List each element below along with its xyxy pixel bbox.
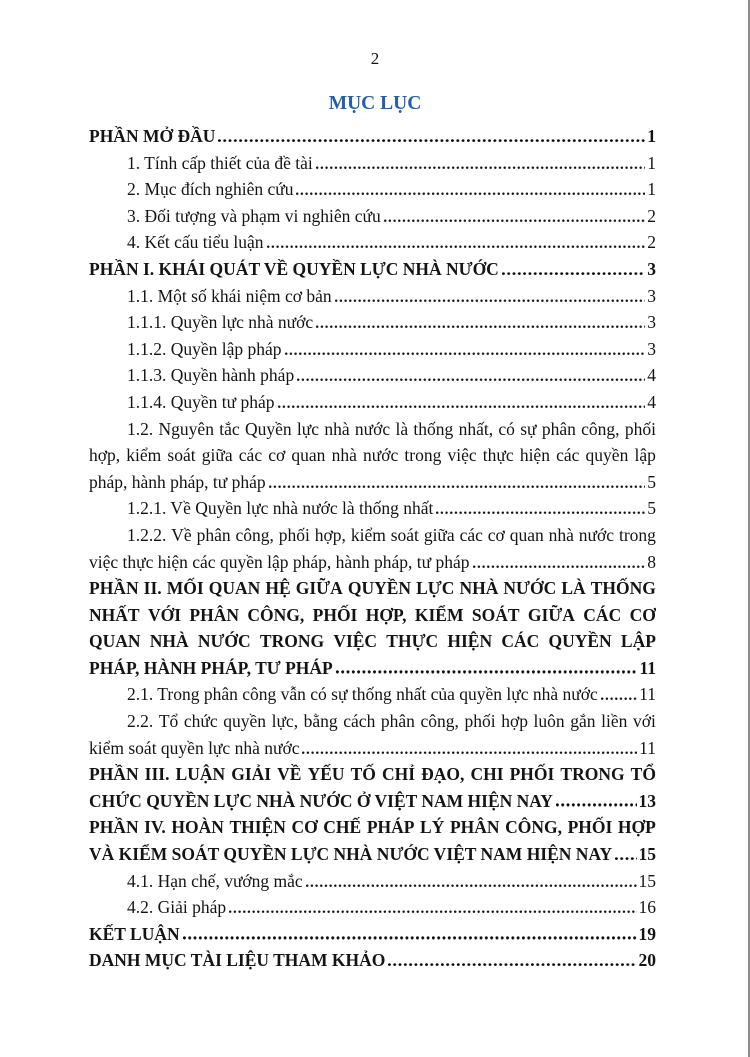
toc-entry-phan-3[interactable] [89, 761, 656, 814]
toc-entry-1-2-1[interactable] [89, 495, 656, 522]
toc-page-number: 11 [639, 737, 656, 758]
toc-page-number: 5 [647, 471, 656, 492]
toc-entry-text: 1.1.4. Quyền tư pháp [127, 391, 275, 412]
toc-entry-phan-4[interactable] [89, 814, 656, 867]
toc-line [89, 389, 656, 416]
dot-leader [601, 697, 637, 700]
toc-entry-text: 1. Tính cấp thiết của đề tài [127, 152, 313, 173]
toc-page-number: 2 [647, 205, 656, 226]
toc-entry-ket-luan[interactable] [89, 921, 656, 948]
toc-page-number: 5 [647, 498, 656, 519]
toc-entry-text: 1.1. Một số khái niệm cơ bản [127, 285, 332, 306]
toc-page-number: 16 [638, 897, 656, 918]
toc-line [89, 336, 656, 363]
toc-line [89, 735, 656, 762]
dot-leader [297, 378, 645, 381]
toc-entry-text: việc thực hiện các quyền lập pháp, hành pháp, tư pháp [89, 551, 470, 572]
toc-line [89, 203, 656, 230]
toc-entry-4[interactable] [89, 229, 656, 256]
toc-line [89, 362, 656, 389]
toc-page-number: 15 [638, 844, 656, 865]
toc-page-number: 20 [638, 950, 656, 971]
toc-entry-4-2[interactable] [89, 894, 656, 921]
toc-page-number: 3 [647, 338, 656, 359]
dot-leader [336, 670, 638, 673]
toc-line: PHẦN II. MỐI QUAN HỆ GIỮA QUYỀN LỰC NHÀ NƯỚC LÀ THỐNG [89, 578, 656, 599]
dot-leader [267, 245, 646, 248]
toc-page-number: 1 [647, 152, 656, 173]
dot-leader [316, 325, 645, 328]
dot-leader [229, 910, 636, 913]
toc-entry-text: VÀ KIỂM SOÁT QUYỀN LỰC NHÀ NƯỚC VIỆT NAM HIỆN NAY [89, 844, 613, 865]
toc-line: 2.2. Tổ chức quyền lực, bằng cách phân công, phối hợp luôn gắn liền với [127, 711, 656, 732]
toc-entry-text: kiểm soát quyền lực nhà nước [89, 737, 300, 758]
page-title: MỤC LỤC [328, 93, 422, 114]
dot-leader [502, 272, 645, 275]
toc-entry-2[interactable] [89, 176, 656, 203]
toc-line [89, 176, 656, 203]
toc-line [89, 469, 656, 496]
toc-line [89, 788, 656, 815]
toc-line [89, 681, 656, 708]
toc-entry-text: PHÁP, HÀNH PHÁP, TƯ PHÁP [89, 657, 333, 678]
dot-leader [278, 405, 646, 408]
toc-entry-text: PHẦN MỞ ĐẦU [89, 126, 216, 146]
toc-page-number: 11 [639, 657, 656, 678]
toc-line [89, 123, 656, 150]
toc-entry-1-2[interactable] [89, 416, 656, 496]
toc-line [89, 921, 656, 948]
toc-line: NHẤT VỚI PHÂN CÔNG, PHỐI HỢP, KIỂM SOÁT GIỮA CÁC CƠ [89, 604, 656, 625]
toc-line: PHẦN IV. HOÀN THIỆN CƠ CHẾ PHÁP LÝ PHÂN CÔNG, PHỐI HỢP [89, 817, 656, 838]
dot-leader [302, 751, 637, 754]
toc-line [89, 655, 656, 682]
toc-entry-text: 1.1.2. Quyền lập pháp [127, 338, 282, 359]
dot-leader [388, 963, 636, 966]
toc-page-number: 8 [647, 551, 656, 572]
dot-leader [306, 884, 637, 887]
toc-line [89, 947, 656, 974]
toc-page-number: 13 [638, 790, 656, 811]
dot-leader [473, 565, 646, 568]
toc-line [89, 868, 656, 895]
toc-page-number: 1 [647, 179, 656, 200]
toc-entry-phan-2[interactable] [89, 575, 656, 681]
dot-leader [316, 166, 645, 169]
toc-line [89, 841, 656, 868]
toc-entry-text: 4.1. Hạn chế, vướng mắc [127, 870, 303, 891]
toc-page-number: 11 [639, 684, 656, 705]
dot-leader [183, 936, 637, 939]
toc-page-number: 15 [638, 870, 656, 891]
toc-page-number: 3 [647, 258, 656, 279]
dot-leader [384, 219, 646, 222]
dot-leader [335, 299, 646, 302]
toc-entry-text: 4. Kết cấu tiểu luận [127, 232, 264, 253]
toc-entry-text: pháp, hành pháp, tư pháp [89, 471, 266, 492]
toc-entry-4-1[interactable] [89, 868, 656, 895]
toc-page-number: 1 [647, 126, 656, 146]
toc-entry-text: 3. Đối tượng và phạm vi nghiên cứu [127, 205, 381, 226]
toc-line [89, 229, 656, 256]
toc-entry-1-1-1[interactable] [89, 309, 656, 336]
toc-entry-phan-1[interactable] [89, 256, 656, 283]
dot-leader [296, 192, 645, 195]
toc-line [89, 283, 656, 310]
toc-page-number: 19 [638, 923, 656, 944]
dot-leader [436, 511, 645, 514]
toc-entry-3[interactable] [89, 203, 656, 230]
dot-leader [285, 352, 646, 355]
table-of-contents [89, 123, 656, 974]
toc-entry-text: KẾT LUẬN [89, 923, 180, 944]
toc-line [89, 150, 656, 177]
toc-line [89, 894, 656, 921]
toc-line [89, 549, 656, 576]
toc-entry-2-1[interactable] [89, 681, 656, 708]
dot-leader [269, 485, 646, 488]
toc-line: 1.2. Nguyên tắc Quyền lực nhà nước là thống nhất, có sự phân công, phối [127, 418, 656, 439]
toc-entry-1[interactable] [89, 150, 656, 177]
toc-line [89, 256, 656, 283]
toc-entry-1-1-3[interactable] [89, 362, 656, 389]
toc-line [89, 495, 656, 522]
toc-entry-1-2-2[interactable] [89, 522, 656, 575]
toc-line: QUAN NHÀ NƯỚC TRONG VIỆC THỰC HIỆN CÁC QUYỀN LẬP [89, 631, 656, 652]
toc-page-number: 4 [647, 391, 656, 412]
toc-line: PHẦN III. LUẬN GIẢI VỀ YẾU TỐ CHỈ ĐẠO, CHI PHỐI TRONG TỔ [89, 764, 656, 785]
toc-entry-text: 1.1.1. Quyền lực nhà nước [127, 312, 314, 333]
toc-entry-text: DANH MỤC TÀI LIỆU THAM KHẢO [89, 950, 386, 971]
toc-entry-text: 2.1. Trong phân công vẫn có sự thống nhất của quyền lực nhà nước [127, 684, 598, 705]
dot-leader [556, 803, 637, 806]
dot-leader [615, 857, 636, 860]
toc-entry-phan-mo-dau[interactable] [89, 123, 656, 150]
toc-entry-text: CHỨC QUYỀN LỰC NHÀ NƯỚC Ở VIỆT NAM HIỆN NAY [89, 790, 553, 811]
page-number-header: 2 [370, 49, 380, 68]
toc-line: 1.2.2. Về phân công, phối hợp, kiểm soát giữa các cơ quan nhà nước trong [127, 524, 656, 545]
toc-line: hợp, kiểm soát giữa các cơ quan nhà nước trong việc thực hiện các quyền lập [89, 445, 656, 466]
toc-entry-text: PHẦN I. KHÁI QUÁT VỀ QUYỀN LỰC NHÀ NƯỚC [89, 258, 499, 279]
toc-entry-1-1-4[interactable] [89, 389, 656, 416]
toc-entry-2-2[interactable] [89, 708, 656, 761]
toc-entry-text: 4.2. Giải pháp [127, 897, 227, 918]
toc-page-number: 3 [647, 285, 656, 306]
toc-page-number: 4 [647, 365, 656, 386]
toc-line [89, 309, 656, 336]
toc-page-number: 3 [647, 312, 656, 333]
toc-entry-text: 1.1.3. Quyền hành pháp [127, 365, 295, 386]
toc-page-number: 2 [647, 232, 656, 253]
toc-entry-1-1-2[interactable] [89, 336, 656, 363]
toc-entry-text: 2. Mục đích nghiên cứu [127, 179, 294, 200]
toc-entry-danh-muc-tai-lieu[interactable] [89, 947, 656, 974]
toc-entry-text: 1.2.1. Về Quyền lực nhà nước là thống nhất [127, 498, 434, 519]
toc-entry-1-1[interactable] [89, 283, 656, 310]
dot-leader [218, 139, 645, 142]
